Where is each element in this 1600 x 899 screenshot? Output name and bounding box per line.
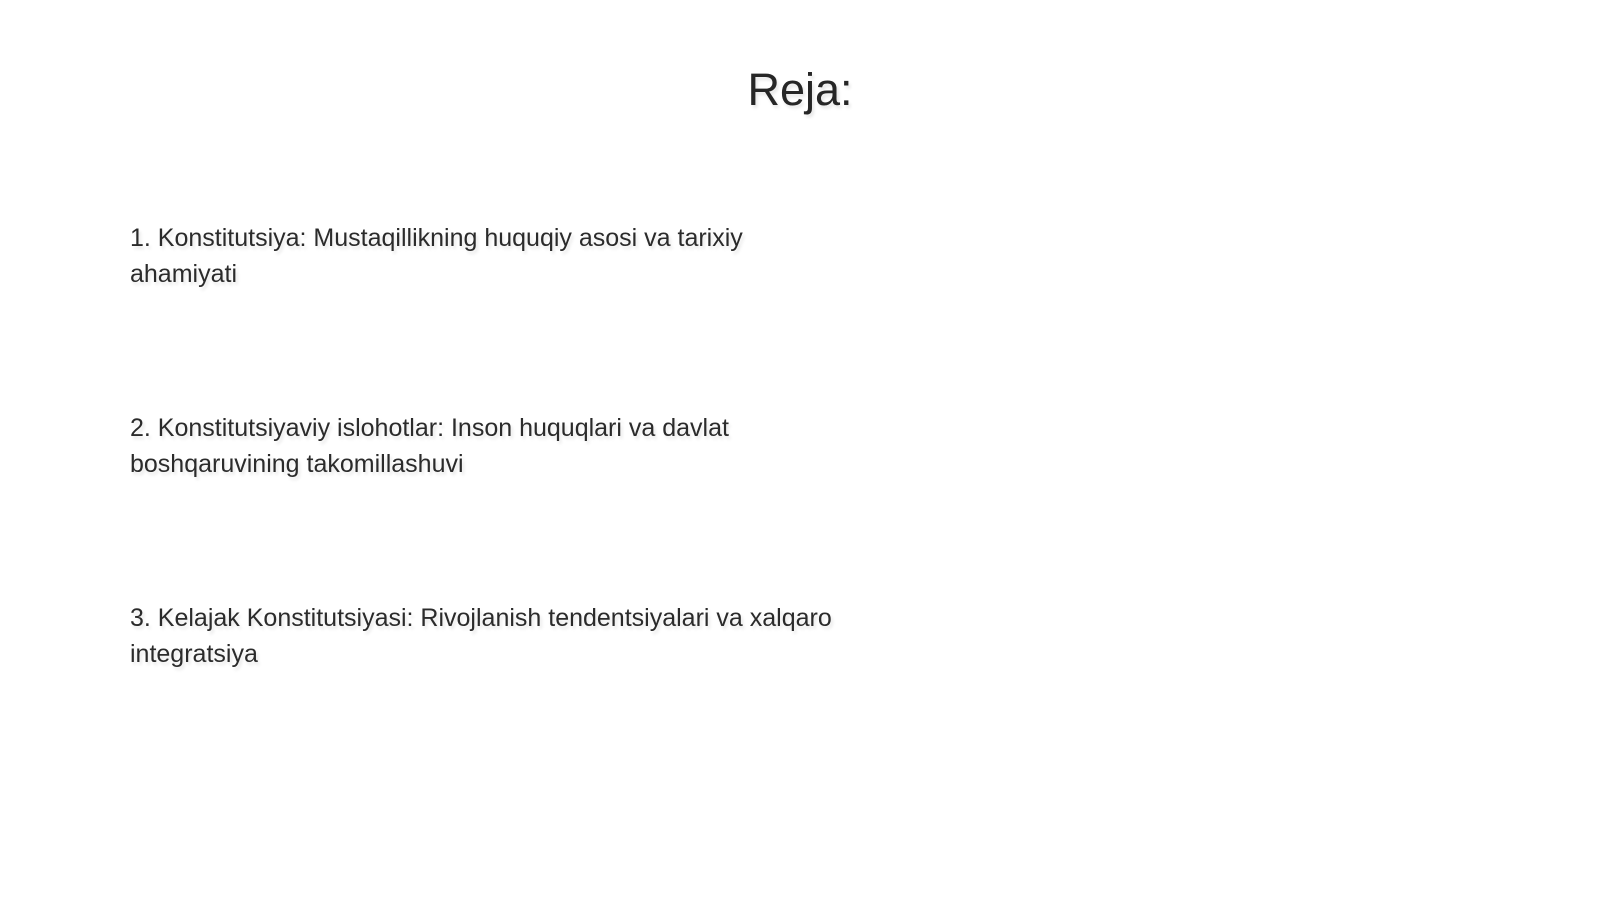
plan-item-1: 1. Konstitutsiya: Mustaqillikning huquqiy asosi va tarixiy ahamiyati: [130, 224, 743, 288]
plan-item-3: 3. Kelajak Konstitutsiyasi: Rivojlanish tendentsiyalari va xalqaro integratsiya: [130, 604, 832, 668]
plan-item-2: 2. Konstitutsiyaviy islohotlar: Inson huquqlari va davlat boshqaruvining takomillashuvi: [130, 414, 729, 478]
slide-title: Reja:: [747, 64, 853, 115]
